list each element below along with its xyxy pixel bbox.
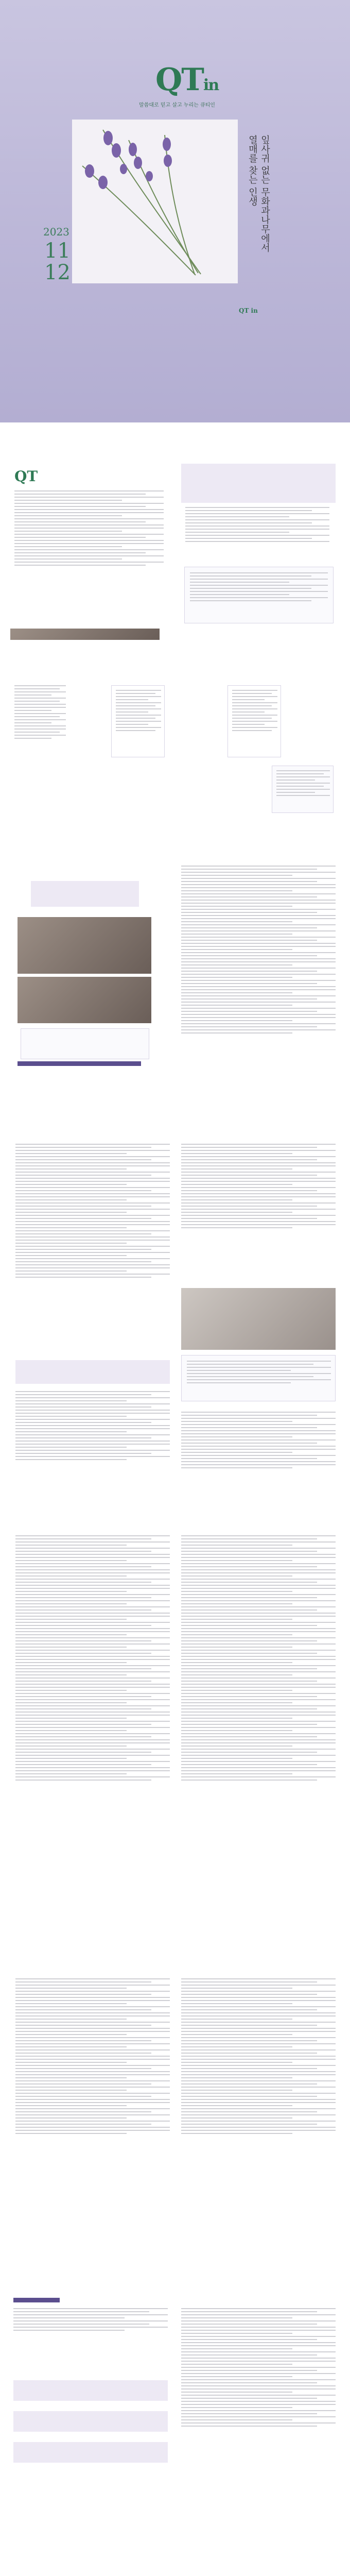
contents-spread xyxy=(0,443,350,649)
contents-logo-icon: QT xyxy=(14,468,38,485)
column-body-right xyxy=(181,1535,336,1783)
weekly-intro xyxy=(13,2308,168,2333)
article-spread xyxy=(0,1133,350,1504)
guide-spread xyxy=(0,670,350,824)
cover-months: 11 12 xyxy=(44,239,71,284)
lavender-photo xyxy=(72,120,238,283)
interview-caption-box xyxy=(21,1028,149,1059)
guide-notes-box xyxy=(272,766,334,813)
guide-sample-page-1 xyxy=(111,685,165,757)
article-highlight xyxy=(15,1360,170,1384)
article-photo xyxy=(181,1288,336,1350)
column-spread xyxy=(0,1525,350,1947)
reading-spread xyxy=(0,1968,350,2257)
article-body-left xyxy=(15,1144,170,1280)
weekly-day-1 xyxy=(13,2380,168,2401)
weekly-day-3 xyxy=(13,2442,168,2463)
editor-note-text xyxy=(185,507,329,544)
cover-title-vertical: 잎사귀 없는 무화과나무에서 열매를 찾는 인생 xyxy=(247,135,270,252)
column-body-left xyxy=(15,1535,170,1783)
interview-spread xyxy=(0,845,350,1123)
weekly-label-bar xyxy=(13,2298,60,2302)
schedule-box xyxy=(184,567,334,623)
reading-body-left xyxy=(15,1978,170,2136)
weekly-body-right xyxy=(181,2308,336,2429)
magazine-cover xyxy=(0,0,350,422)
interview-body-text xyxy=(181,866,336,1036)
qtin-logo: QTin xyxy=(155,62,219,98)
section-title-bar xyxy=(18,1061,141,1066)
article-body-right-2 xyxy=(181,1412,336,1470)
cover-mini-logo: QT in xyxy=(239,307,258,314)
weekly-plan-spread xyxy=(0,2277,350,2576)
contents-photo-strip xyxy=(10,629,160,640)
editor-note-box xyxy=(181,464,336,503)
article-body-left-2 xyxy=(15,1391,170,1462)
cover-tagline: 말씀대로 믿고 살고 누리는 큐티인 xyxy=(139,103,215,108)
reading-body-right xyxy=(181,1978,336,2136)
article-sidebar-box xyxy=(181,1355,336,1401)
article-body-right xyxy=(181,1144,336,1230)
cover-year: 2023 xyxy=(43,226,69,238)
lavender-icon xyxy=(72,120,238,283)
weekly-day-2 xyxy=(13,2411,168,2432)
interview-photo-2 xyxy=(18,977,151,1023)
interview-quote xyxy=(31,881,139,907)
guide-sidebar xyxy=(14,685,66,741)
interview-photo-1 xyxy=(18,917,151,974)
guide-sample-page-2 xyxy=(227,685,281,757)
contents-list xyxy=(14,490,164,568)
